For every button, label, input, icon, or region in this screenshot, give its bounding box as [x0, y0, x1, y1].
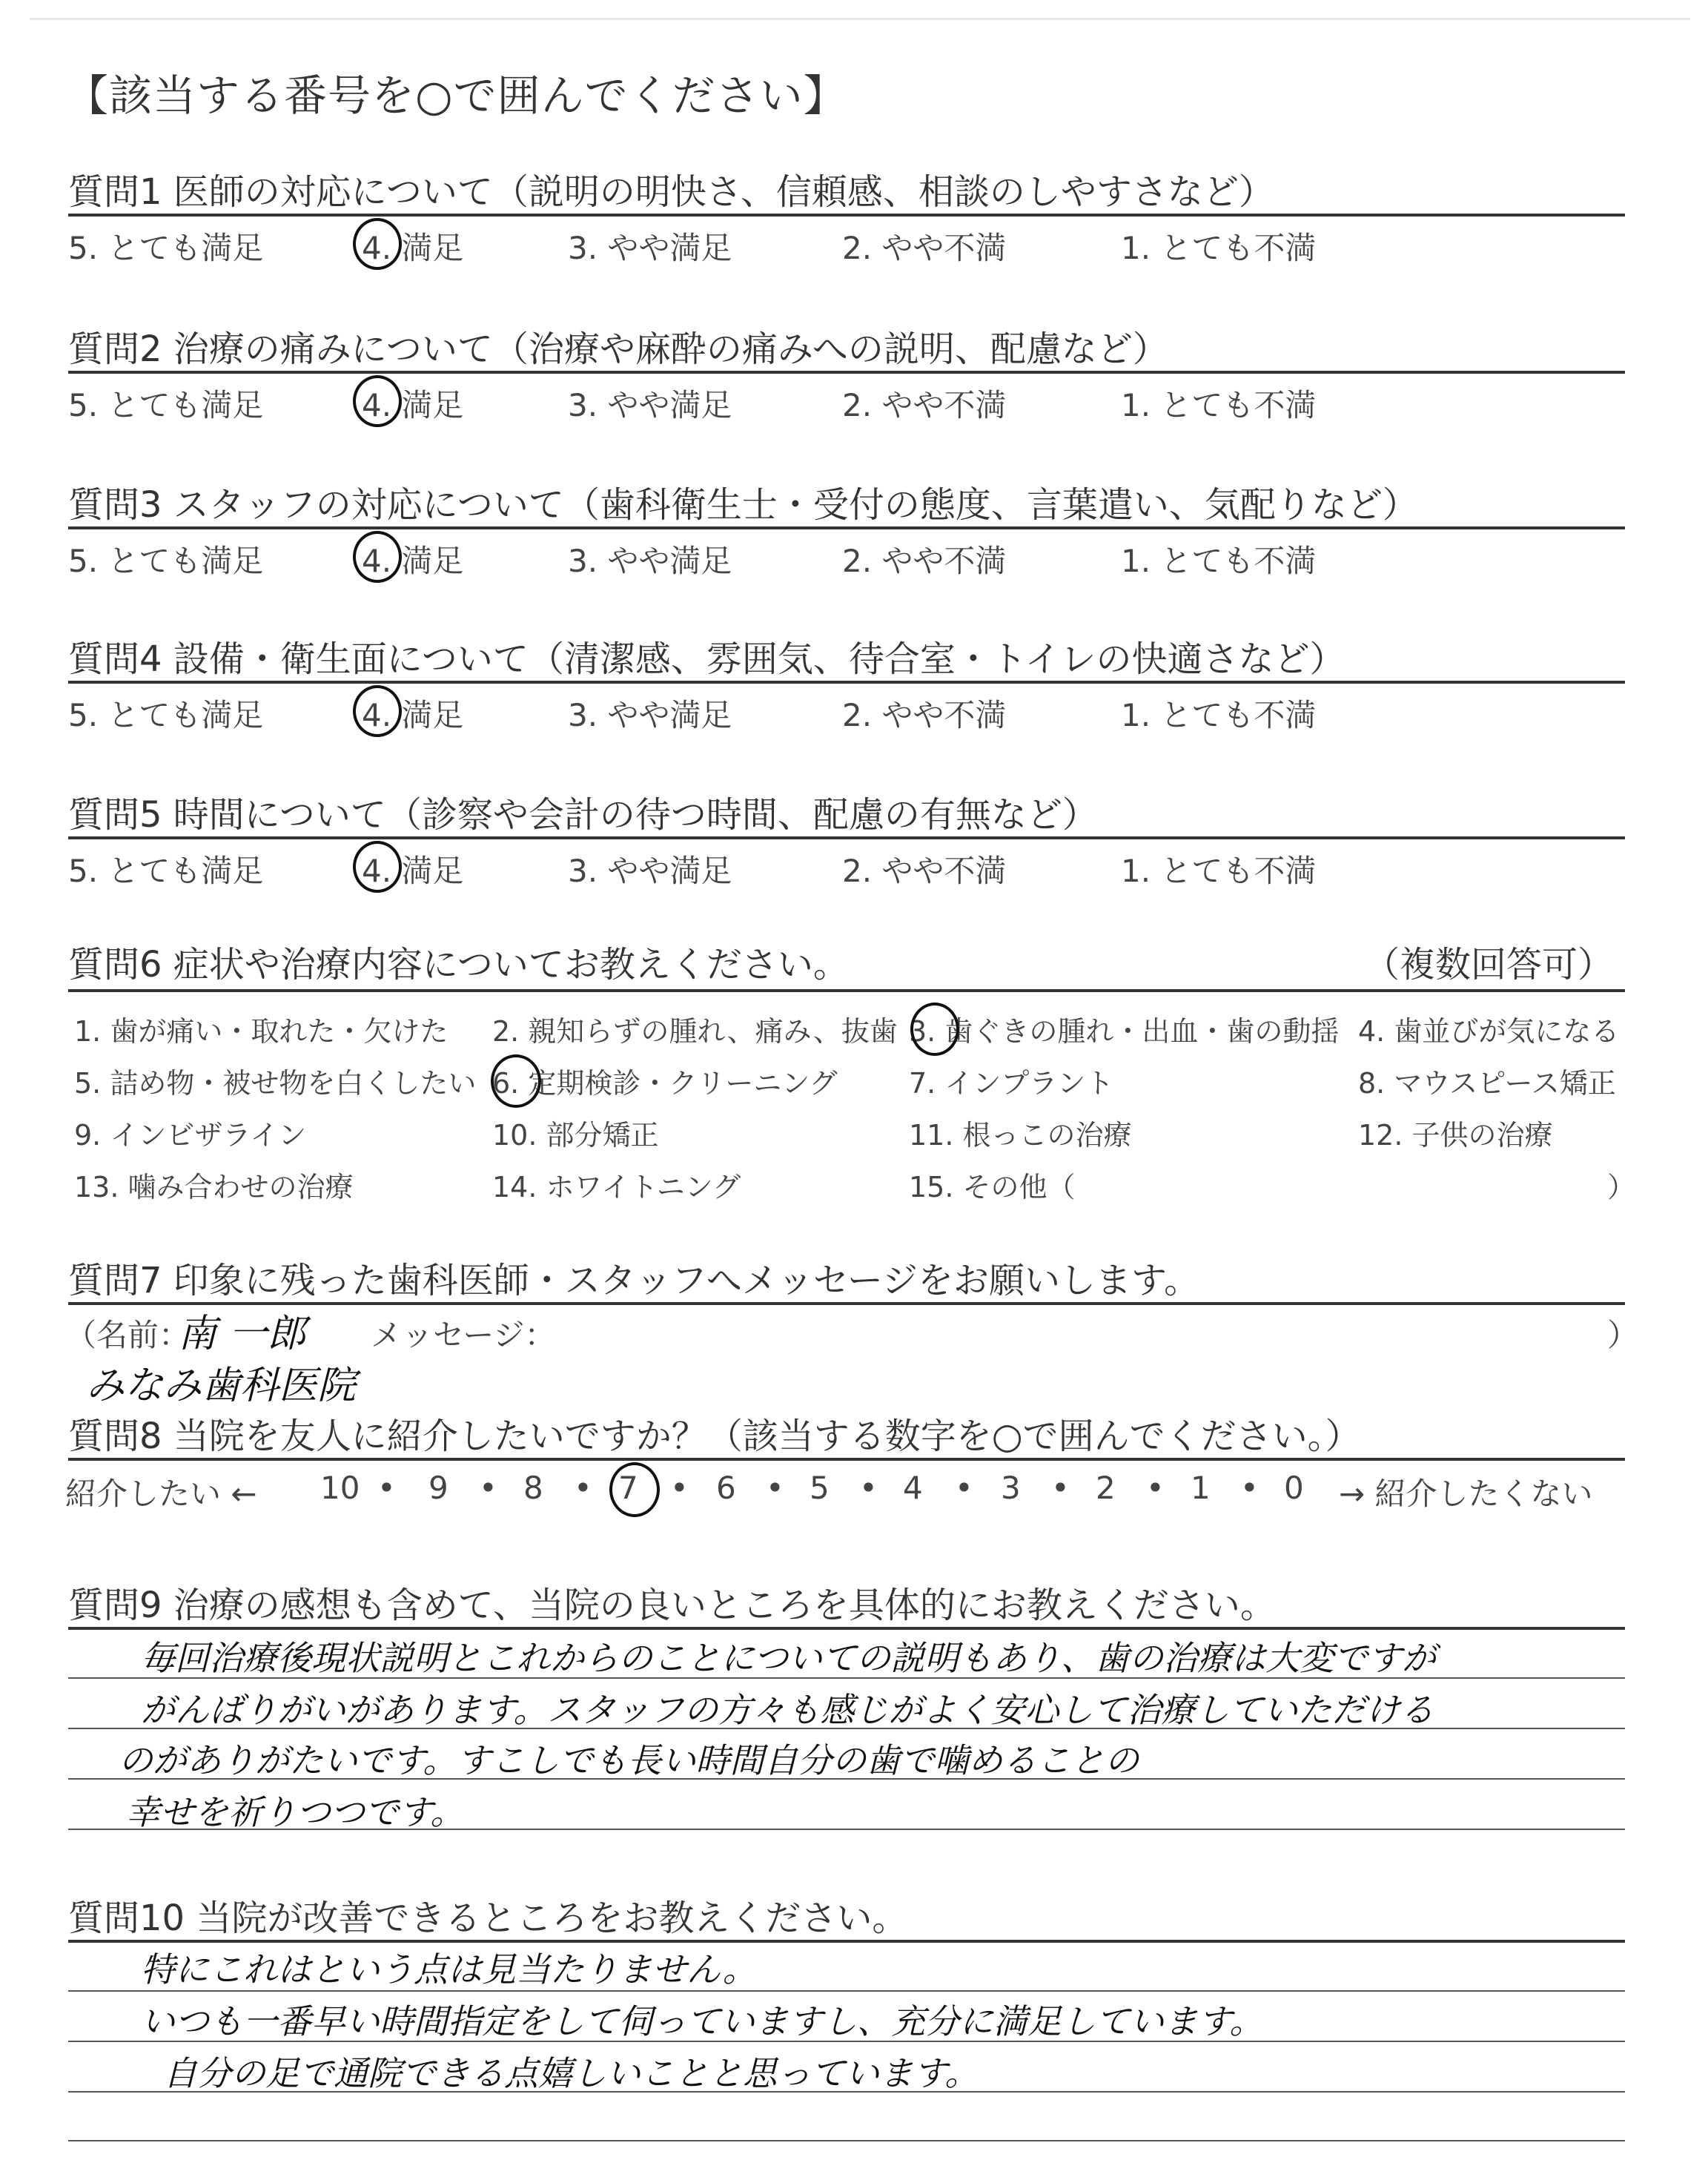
- q3-selected-circle: [353, 531, 402, 583]
- q10-line-4: [68, 2140, 1625, 2141]
- q3-option-2[interactable]: 2. やや不満: [842, 543, 1007, 579]
- q6-selected-circle-6: [491, 1054, 541, 1108]
- q6-rule: [68, 989, 1625, 992]
- q3-option-3[interactable]: 3. やや満足: [568, 543, 732, 579]
- q7-label: 質問7 印象に残った歯科医師・スタッフへメッセージをお願いします。: [68, 1260, 1200, 1301]
- q1-label: 質問1 医師の対応について（説明の明快さ、信頼感、相談のしやすさなど）: [68, 171, 1274, 213]
- q2-option-5[interactable]: 5. とても満足: [68, 387, 264, 423]
- q5-option-4[interactable]: 4. 満足: [362, 853, 464, 889]
- q9-answer-1: 毎回治療後現状説明とこれからのことについての説明もあり、歯の治療は大変ですが: [141, 1638, 1437, 1678]
- q7-message-label: メッセージ：: [371, 1317, 556, 1353]
- q4-label: 質問4 設備・衛生面について（清潔感、雰囲気、待合室・トイレの快適さなど）: [68, 638, 1345, 680]
- q3-option-1[interactable]: 1. とても不満: [1121, 543, 1317, 579]
- q2-option-2[interactable]: 2. やや不満: [842, 387, 1007, 423]
- q6-option-7[interactable]: 7. インプラント: [909, 1067, 1114, 1100]
- q1-selected-circle: [353, 218, 402, 270]
- q8-scale-5[interactable]: 5: [810, 1470, 830, 1506]
- q8-rule: [68, 1458, 1625, 1461]
- q8-right-label: → 紹介したくない: [1339, 1476, 1593, 1512]
- q1-option-4[interactable]: 4. 満足: [362, 230, 464, 266]
- q8-scale-7[interactable]: 7: [618, 1470, 638, 1506]
- q1-rule: [68, 214, 1625, 217]
- q8-separator-dot: •: [1240, 1470, 1259, 1506]
- q8-separator-dot: •: [955, 1470, 973, 1506]
- q4-option-2[interactable]: 2. やや不満: [842, 697, 1007, 733]
- q6-selected-circle-3: [910, 1003, 959, 1056]
- q6-option-15-close: ）: [1607, 1171, 1636, 1203]
- q1-option-2[interactable]: 2. やや不満: [842, 230, 1007, 266]
- q8-scale-4[interactable]: 4: [903, 1470, 923, 1506]
- q8-scale-6[interactable]: 6: [716, 1470, 736, 1506]
- q4-rule: [68, 681, 1625, 684]
- q8-separator-dot: •: [377, 1470, 396, 1506]
- q9-answer-2: がんばりがいがあります。スタッフの方々も感じがよく安心して治療していただける: [141, 1690, 1434, 1730]
- q6-label: 質問6 症状や治療内容についてお教えください。: [68, 944, 849, 985]
- q6-option-2[interactable]: 2. 親知らずの腫れ、痛み、抜歯: [492, 1015, 898, 1048]
- q10-answer-3: 自分の足で通院できる点嬉しいことと思っています。: [163, 2053, 979, 2093]
- q6-option-11[interactable]: 11. 根っこの治療: [909, 1119, 1132, 1152]
- q10-label: 質問10 当院が改善できるところをお教えください。: [68, 1898, 908, 1939]
- q7-close: ）: [1607, 1317, 1639, 1353]
- q9-rule: [68, 1627, 1625, 1630]
- q1-option-3[interactable]: 3. やや満足: [568, 230, 732, 266]
- q6-option-12[interactable]: 12. 子供の治療: [1358, 1119, 1553, 1152]
- q4-option-3[interactable]: 3. やや満足: [568, 697, 732, 733]
- q1-option-1[interactable]: 1. とても不満: [1121, 230, 1317, 266]
- q8-separator-dot: •: [574, 1470, 592, 1506]
- q7-message-value: みなみ歯科医院: [86, 1364, 357, 1408]
- q9-answer-3: のがありがたいです。すこしでも長い時間自分の歯で噛めることの: [119, 1740, 1139, 1780]
- q7-name-value: 南 一郎: [178, 1312, 306, 1356]
- q4-option-1[interactable]: 1. とても不満: [1121, 697, 1317, 733]
- q1-option-5[interactable]: 5. とても満足: [68, 230, 264, 266]
- q6-option-15[interactable]: 15. その他（: [909, 1171, 1076, 1203]
- q6-option-5[interactable]: 5. 詰め物・被せ物を白くしたい: [74, 1067, 477, 1100]
- q8-label: 質問8 当院を友人に紹介したいですか？（該当する数字を○で囲んでください。）: [68, 1416, 1361, 1457]
- q6-option-3[interactable]: 3. 歯ぐきの腫れ・出血・歯の動揺: [909, 1015, 1340, 1048]
- q5-option-2[interactable]: 2. やや不満: [842, 853, 1007, 889]
- q8-separator-dot: •: [479, 1470, 497, 1506]
- q10-answer-1: 特にこれはという点は見当たりません。: [141, 1949, 757, 1989]
- q6-option-8[interactable]: 8. マウスピース矯正: [1358, 1067, 1616, 1100]
- q6-option-10[interactable]: 10. 部分矯正: [492, 1119, 659, 1152]
- top-border: [30, 18, 1690, 20]
- q9-label: 質問9 治療の感想も含めて、当院の良いところを具体的にお教えください。: [68, 1585, 1276, 1626]
- q8-selected-circle: [609, 1462, 660, 1517]
- q5-selected-circle: [353, 841, 402, 893]
- q3-rule: [68, 526, 1625, 529]
- q8-scale-9[interactable]: 9: [428, 1470, 448, 1506]
- q4-option-5[interactable]: 5. とても満足: [68, 697, 264, 733]
- q4-selected-circle: [353, 685, 402, 737]
- q5-label: 質問5 時間について（診察や会計の待つ時間、配慮の有無など）: [68, 794, 1098, 836]
- q5-option-1[interactable]: 1. とても不満: [1121, 853, 1317, 889]
- q8-scale-1[interactable]: 1: [1191, 1470, 1211, 1506]
- q2-option-4[interactable]: 4. 満足: [362, 387, 464, 423]
- q8-scale-8[interactable]: 8: [523, 1470, 543, 1506]
- q6-option-6[interactable]: 6. 定期検診・クリーニング: [492, 1067, 838, 1100]
- q2-rule: [68, 371, 1625, 374]
- q6-option-9[interactable]: 9. インビザライン: [74, 1119, 307, 1152]
- q6-option-14[interactable]: 14. ホワイトニング: [492, 1171, 741, 1203]
- q7-name-label: （名前：: [65, 1317, 191, 1353]
- q8-scale-0[interactable]: 0: [1284, 1470, 1304, 1506]
- q2-selected-circle: [353, 375, 402, 427]
- q8-separator-dot: •: [1051, 1470, 1070, 1506]
- q8-separator-dot: •: [766, 1470, 784, 1506]
- q8-separator-dot: •: [859, 1470, 878, 1506]
- form-header: 【該当する番号を○で囲んでください】: [65, 70, 847, 121]
- q5-rule: [68, 836, 1625, 839]
- q8-scale-2[interactable]: 2: [1096, 1470, 1116, 1506]
- q6-option-1[interactable]: 1. 歯が痛い・取れた・欠けた: [74, 1015, 448, 1048]
- q2-option-3[interactable]: 3. やや満足: [568, 387, 732, 423]
- q5-option-5[interactable]: 5. とても満足: [68, 853, 264, 889]
- q8-left-label: 紹介したい ←: [65, 1476, 257, 1512]
- q3-label: 質問3 スタッフの対応について（歯科衛生士・受付の態度、言葉遣い、気配りなど）: [68, 484, 1418, 526]
- q8-scale-3[interactable]: 3: [1001, 1470, 1021, 1506]
- q4-option-4[interactable]: 4. 満足: [362, 697, 464, 733]
- q5-option-3[interactable]: 3. やや満足: [568, 853, 732, 889]
- q3-option-5[interactable]: 5. とても満足: [68, 543, 264, 579]
- q10-answer-2: いつも一番早い時間指定をして伺っていますし、充分に満足しています。: [141, 2001, 1264, 2041]
- q9-answer-4: 幸せを祈りつつです。: [126, 1792, 465, 1832]
- q2-option-1[interactable]: 1. とても不満: [1121, 387, 1317, 423]
- q8-separator-dot: •: [1146, 1470, 1165, 1506]
- q8-scale-10[interactable]: 10: [320, 1470, 360, 1506]
- q3-option-4[interactable]: 4. 満足: [362, 543, 464, 579]
- q6-option-13[interactable]: 13. 噛み合わせの治療: [74, 1171, 354, 1203]
- q6-option-4[interactable]: 4. 歯並びが気になる: [1358, 1015, 1620, 1048]
- q6-note: （複数回答可）: [1364, 944, 1614, 985]
- q8-separator-dot: •: [670, 1470, 689, 1506]
- q2-label: 質問2 治療の痛みについて（治療や麻酔の痛みへの説明、配慮など）: [68, 328, 1168, 370]
